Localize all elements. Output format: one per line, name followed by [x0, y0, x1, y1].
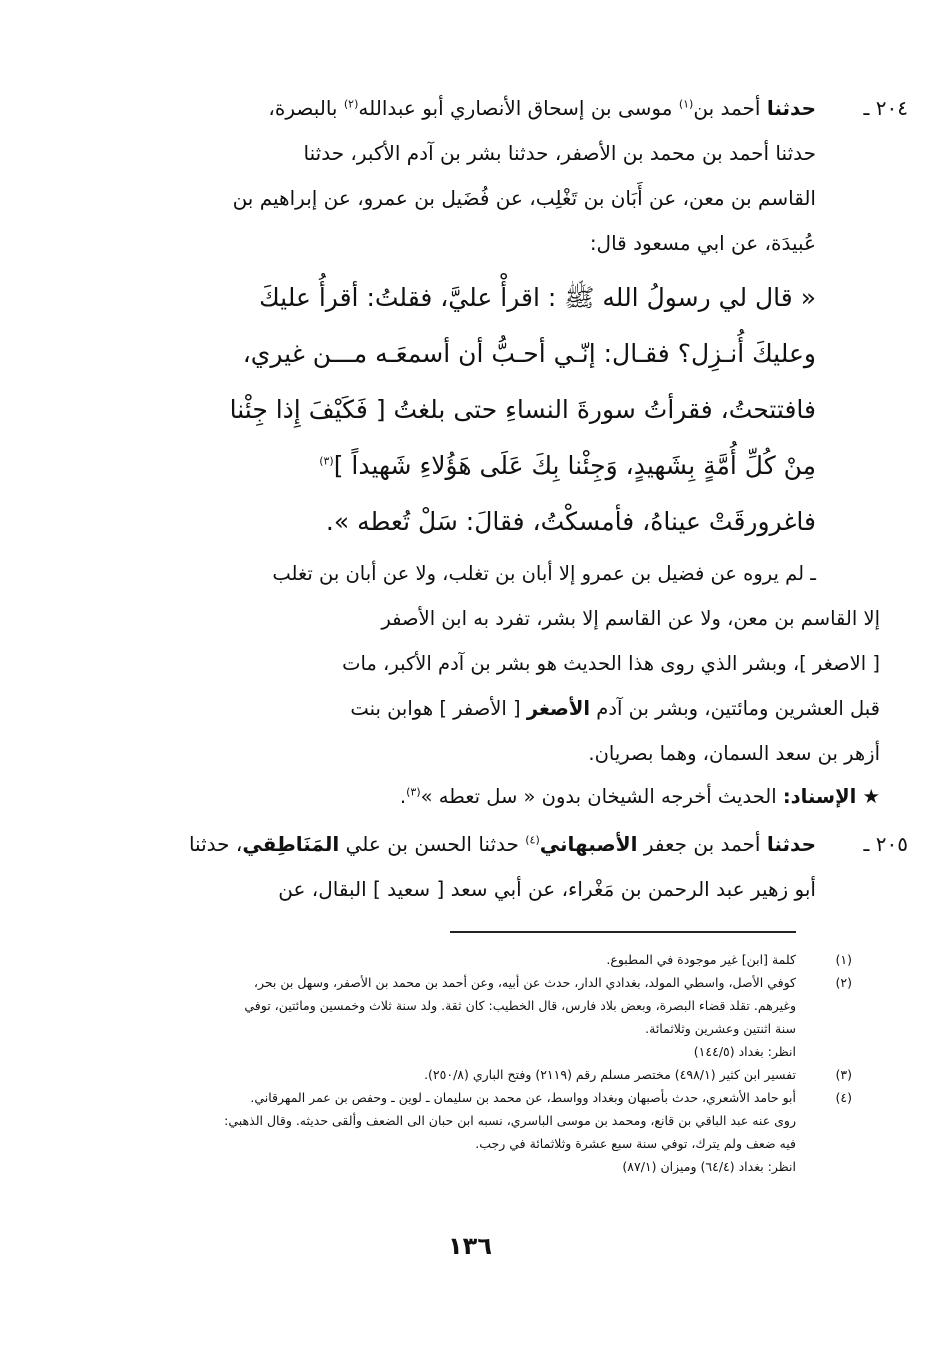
- footnote-line: تفسير ابن كثير (٤٩٨/١) مختصر مسلم رقم (٢١١٩) وفتح الباري (٢٥٠/٨).: [424, 1067, 796, 1082]
- footnote-divider: [450, 931, 796, 933]
- footnote-line: انظر: بغداد (١٤٤/٥): [693, 1044, 796, 1059]
- footnote-ref[interactable]: (١): [678, 97, 694, 111]
- footnote-ref[interactable]: (٤): [525, 833, 540, 847]
- footnote-3: [76, 1063, 852, 1086]
- isnad-line: حدثنا أحمد بن جعفر الأصبهاني$^{(٤)}$ حدثنا الحسن بن علي المَنَاطِقي، حدثنا: [188, 832, 816, 856]
- hadith-205: [116, 822, 908, 912]
- footnote-line: فيه ضعف ولم يترك، توفي سنة سبع عشرة وثلاثمائة في رجب.: [475, 1136, 796, 1151]
- commentary-line: ـ لم يروه عن فضيل بن عمرو إلا أبان بن تغلب، ولا عن أبان بن تغلب: [272, 562, 816, 585]
- footnote-number: (٢): [835, 975, 852, 990]
- footnote-4: [76, 1086, 852, 1178]
- page-number: ١٣٦: [448, 1232, 492, 1260]
- footnote-ref[interactable]: (٣): [319, 454, 334, 468]
- footnote-2: [76, 971, 852, 1063]
- footnote-ref[interactable]: (٢): [343, 97, 359, 111]
- footnote-number: (٣): [835, 1067, 852, 1082]
- isnad-line: عُبيدَة، عن ابي مسعود قال:: [589, 231, 816, 255]
- footnote-number: (٤): [835, 1090, 852, 1105]
- footnote-line: انظر: بغداد (٦٤/٤) وميزان (٨٧/١): [622, 1159, 796, 1174]
- hadith-number: ٢٠٤ ـ: [863, 96, 908, 120]
- matn-line: فاغرورقَتْ عيناهُ، فأمسكْتُ، فقالَ: سَلْ تُعطه ».: [325, 507, 816, 536]
- footnote-line: وغيرهم. تقلد قضاء البصرة، وبعض بلاد فارس، قال الخطيب: كان ثقة. ولد سنة ثلاث وخمسين ومائتين، توفي: [244, 998, 796, 1013]
- commentary-line: [ الاصغر ]، وبشر الذي روى هذا الحديث هو بشر بن آدم الأكبر، مات: [342, 652, 880, 675]
- isnad-line: القاسم بن معن، عن أَبَان بن تَغْلِب، عن فُضَيل بن عمرو، عن إبراهيم بن: [232, 186, 816, 210]
- footnote-line: كلمة [ابن] غير موجودة في المطبوع.: [606, 952, 796, 967]
- commentary: [116, 551, 880, 776]
- matn-line: وعليكَ أُنـزِل؟ فقـال: إنّـي أحـبُّ أن أسمعَـه مـــن غيري،: [242, 339, 816, 368]
- commentary-line: أزهر بن سعد السمان، وهما بصريان.: [588, 742, 880, 765]
- matn-line: فافتتحتُ، فقرأتُ سورةَ النساءِ حتى بلغتُ [ فَكَيْفَ إِذا جِئْنا: [229, 395, 816, 424]
- footnote-line: كوفي الأصل، واسطي المولد، بغدادي الدار، حدث عن أبيه، وعن أحمد بن محمد بن الأصفر، وسهل بن بحر،: [253, 975, 796, 990]
- footnote-ref[interactable]: (٣): [406, 785, 421, 799]
- footnote-line: أبو حامد الأشعري، حدث بأصبهان وبغداد وواسط، عن محمد بن سليمان ـ لوين ـ وحفص بن عمر المهرقاني.: [250, 1090, 796, 1105]
- matn-line: « قال لي رسولُ الله ﷺ : اقرأْ عليَّ، فقلتُ: أقرأُ عليكَ: [259, 283, 816, 312]
- footnotes: [76, 948, 852, 1178]
- footnote-number: (١): [835, 952, 852, 967]
- star-icon: ★: [862, 785, 880, 808]
- isnad-line: حدثنا أحمد بن$^{(١)}$ موسى بن إسحاق الأنصاري أبو عبدالله$^{(٢)}$ بالبصرة،: [268, 96, 816, 120]
- footnote-line: روى عنه عبد الباقي بن قانع، ومحمد بن موسى الباسري، نسبه ابن حبان الى الضعف وألقى حديثه. وقال الذهبي:: [224, 1113, 796, 1128]
- hadith-204: [116, 86, 908, 266]
- footnote-1: [76, 948, 852, 971]
- isnad-line: حدثنا أحمد بن محمد بن الأصفر، حدثنا بشر بن آدم الأكبر، حدثنا: [303, 141, 816, 165]
- footnote-line: سنة اثنتين وعشرين وثلاثمائة.: [645, 1021, 796, 1036]
- isnad-note: ★ الإسناد: الحديث أخرجه الشيخان بدون « سل تعطه »$^{(٣)}$.: [399, 785, 880, 808]
- commentary-line: قبل العشرين ومائتين، وبشر بن آدم الأصغر [ الأصفر ] هوابن بنت: [350, 697, 880, 720]
- hadith-matn: [116, 270, 816, 550]
- hadith-number: ٢٠٥ ـ: [863, 832, 908, 856]
- isnad-label: الإسناد:: [782, 785, 857, 808]
- isnad-line: أبو زهير عبد الرحمن بن مَغْراء، عن أبي سعد [ سعيد ] البقال، عن: [278, 877, 816, 901]
- matn-line: مِنْ كُلِّ أُمَّةٍ بِشَهيدٍ، وَجِئْنا بِكَ عَلَى هَؤُلاءِ شَهيداً ]$^{(٣)}$: [319, 451, 816, 480]
- commentary-line: إلا القاسم بن معن، ولا عن القاسم إلا بشر، تفرد به ابن الأصفر: [381, 607, 880, 630]
